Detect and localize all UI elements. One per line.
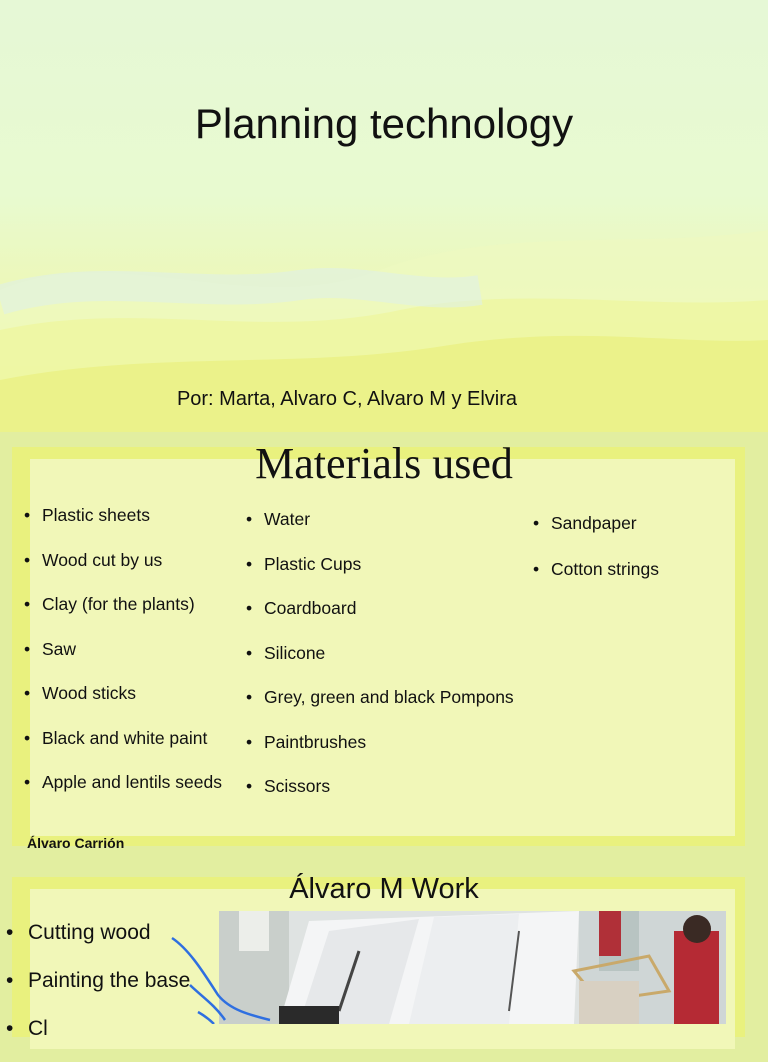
list-item: • Painting the base (6, 966, 190, 1014)
list-item: • Apple and lentils seeds (24, 770, 222, 815)
work-title: Álvaro M Work (289, 873, 479, 905)
list-item: • Cl (6, 1014, 190, 1062)
list-item: • Scissors (246, 774, 514, 819)
work-list (6, 918, 190, 1062)
materials-title: Materials used (255, 439, 513, 488)
list-item: • Plastic sheets (24, 503, 222, 548)
list-item: • Grey, green and black Pompons (246, 685, 514, 730)
title-slide (0, 0, 768, 432)
list-item: • Silicone (246, 641, 514, 686)
list-item: • Clay (for the plants) (24, 592, 222, 637)
list-item: • Coardboard (246, 596, 514, 641)
list-item: • Saw (24, 637, 222, 682)
slide-title: Planning technology (194, 100, 574, 147)
materials-column-1 (24, 503, 222, 815)
list-item: • Wood sticks (24, 681, 222, 726)
list-item: • Wood cut by us (24, 548, 222, 593)
list-item: • Water (246, 507, 514, 552)
wave-background (0, 0, 768, 432)
photo-illustration (219, 911, 726, 1024)
list-item: • Sandpaper (533, 511, 659, 557)
list-item: • Black and white paint (24, 726, 222, 771)
list-item: • Cotton strings (533, 557, 659, 603)
list-item: • Cutting wood (6, 918, 190, 966)
author-label: Álvaro Carrión (27, 835, 125, 851)
materials-column-3 (533, 511, 659, 603)
materials-column-2 (246, 507, 514, 819)
slide-subtitle: Por: Marta, Alvaro C, Alvaro M y Elvira (176, 388, 518, 410)
list-item: • Paintbrushes (246, 730, 514, 775)
work-photo (219, 911, 726, 1024)
list-item: • Plastic Cups (246, 552, 514, 597)
